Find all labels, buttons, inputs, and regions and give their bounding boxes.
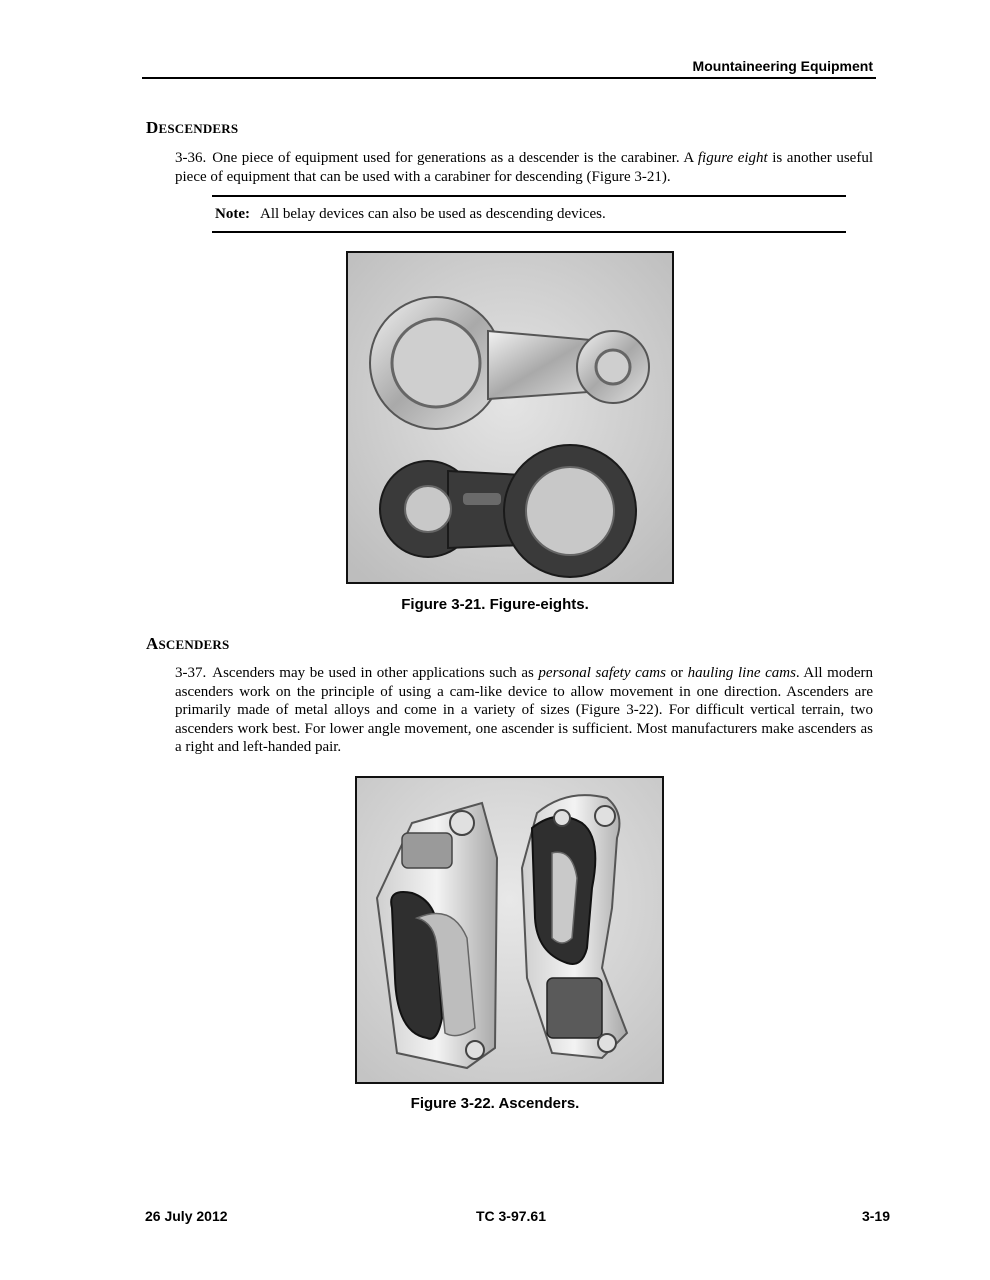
heading-rest: SCENDERS	[158, 637, 230, 652]
note-bottom-rule	[212, 231, 846, 233]
section-heading-ascenders	[146, 634, 229, 654]
paragraph-text: . All modern ascenders work on the principle of using a cam-like device to allow movement in one direction. Ascenders are primarily made of metal alloys and come in a variety of sizes (Figure 3-22). For difficult vertical terrain, two ascenders work best. For lower angle movement, one ascender is sufficient. Most manufacturers make ascenders as a right and left-handed pair.	[175, 665, 873, 755]
heading-rest: ESCENDERS	[158, 121, 239, 136]
paragraph-emphasis: figure eight	[697, 150, 768, 166]
paragraph-number: 3-36.	[175, 150, 207, 166]
running-header: Mountaineering Equipment	[692, 58, 873, 74]
note-label: Note:	[215, 206, 250, 222]
paragraph-text: Ascenders may be used in other applications such as	[212, 665, 539, 681]
figure-eights-photo	[346, 251, 674, 584]
footer-doc-id: TC 3-97.61	[475, 1208, 547, 1224]
ascenders-photo	[355, 776, 664, 1084]
figure-3-21-caption: Figure 3-21. Figure-eights.	[401, 596, 589, 613]
header-rule	[142, 77, 876, 79]
note-text: All belay devices can also be used as descending devices.	[259, 206, 606, 222]
heading-initial: D	[146, 118, 159, 137]
note	[215, 206, 606, 223]
footer-date: 26 July 2012	[145, 1208, 228, 1224]
paragraph-3-36	[175, 149, 873, 186]
paragraph-emphasis: personal safety cams	[538, 665, 666, 681]
paragraph-number: 3-37.	[175, 665, 207, 681]
figure-3-22-caption: Figure 3-22. Ascenders.	[410, 1095, 580, 1112]
heading-initial: A	[146, 634, 159, 653]
paragraph-emphasis: hauling line cams	[687, 665, 796, 681]
paragraph-3-37	[175, 664, 873, 757]
paragraph-text: is another useful piece of equipment that can be used with a carabiner for descending (Figure 3-21).	[175, 150, 873, 185]
paragraph-text: One piece of equipment used for generations as a descender is the carabiner. A	[212, 150, 698, 166]
section-heading-descenders	[146, 118, 238, 138]
paragraph-text: or	[665, 665, 688, 681]
note-top-rule	[212, 195, 846, 197]
footer-page-number: 3-19	[861, 1208, 890, 1224]
